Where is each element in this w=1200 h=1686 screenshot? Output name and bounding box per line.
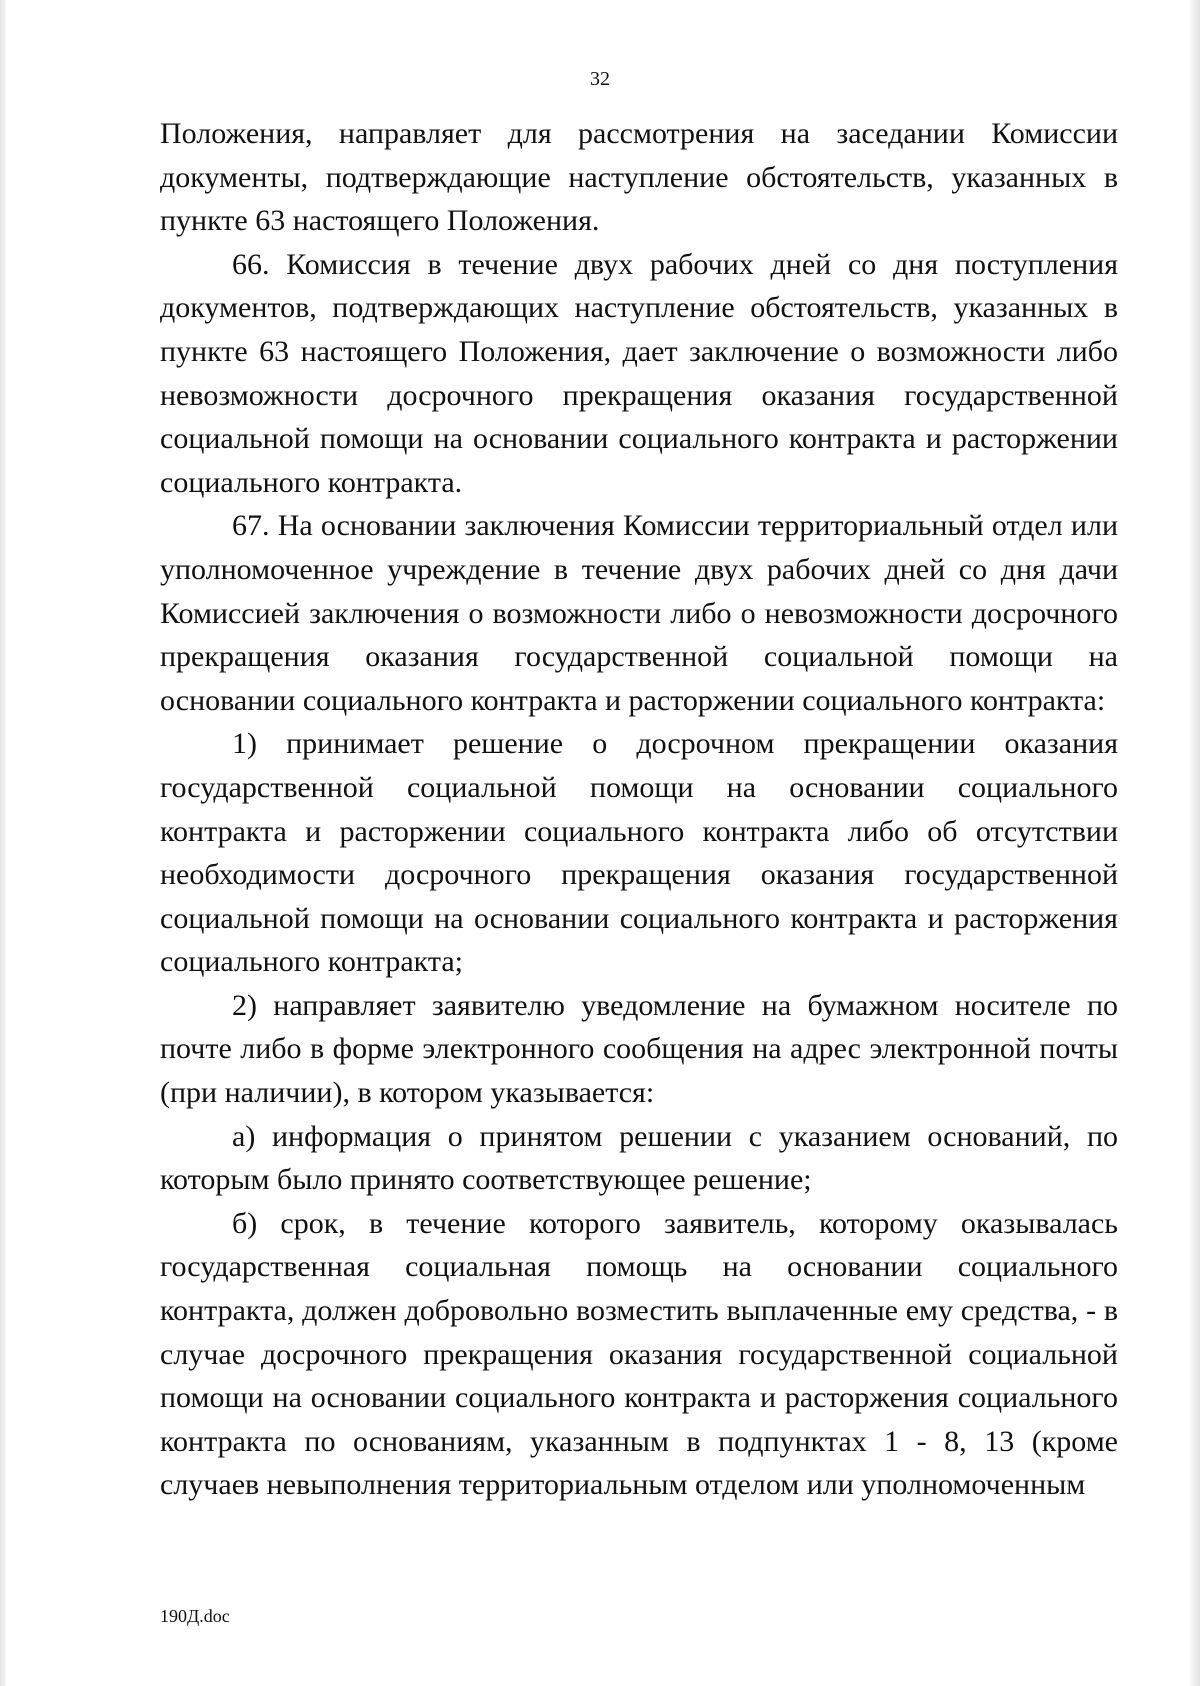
scan-edge-left — [0, 0, 6, 1686]
paragraph-67: 67. На основании заключения Комиссии территориальный отдел или уполномоченное учреждение в течение двух рабочих дней со дня дачи Комиссией заключения о возможности либо о невозможности досрочного прекращения оказания государственной социальной помощи на основании социального контракта и расторжении социального контракта: — [160, 509, 1118, 717]
paragraph-67-item-1: 1) принимает решение о досрочном прекращении оказания государственной социальной помощи на основании социального контракта и расторжении социального контракта либо об отсутствии необходимости досрочного прекращения оказания государственной социальной помощи на основании социального контракта и расторжения социального контракта; — [160, 727, 1118, 979]
paragraph-67-item-2a: а) информация о принятом решении с указанием оснований, по которым было принято соответствующее решение; — [160, 1119, 1118, 1197]
page-number: 32 — [590, 68, 610, 90]
paragraph-67-item-2: 2) направляет заявителю уведомление на бумажном носителе по почте либо в форме электронного сообщения на адрес электронной почты (при наличии), в котором указывается: — [160, 988, 1118, 1110]
paragraph-67-item-2b: б) срок, в течение которого заявитель, которому оказывалась государственная социальная помощь на основании социального контракта, должен добровольно возместить выплаченные ему средства, - в случае досрочного прекращения оказания государственной социальной помощи на основании социального контракта и расторжения социального контракта по основаниям, указанным в подпунктах 1 - 8, 13 (кроме случаев невыполнения территориальным отделом или уполномоченным — [160, 1206, 1118, 1502]
paragraph-continuation: Положения, направляет для рассмотрения на заседании Комиссии документы, подтверждающие наступление обстоятельств, указанных в пункте 63 настоящего Положения. — [160, 117, 1118, 238]
paragraph-66: 66. Комиссия в течение двух рабочих дней со дня поступления документов, подтверждающих наступление обстоятельств, указанных в пункте 63 настоящего Положения, дает заключение о возможности либо невозможности досрочного прекращения оказания государственной социальной помощи на основании социального контракта и расторжении социального контракта. — [160, 247, 1118, 499]
document-body — [160, 112, 1118, 1507]
scan-edge-right — [1190, 0, 1200, 1686]
footer-filename: 190Д.doc — [160, 1606, 230, 1626]
